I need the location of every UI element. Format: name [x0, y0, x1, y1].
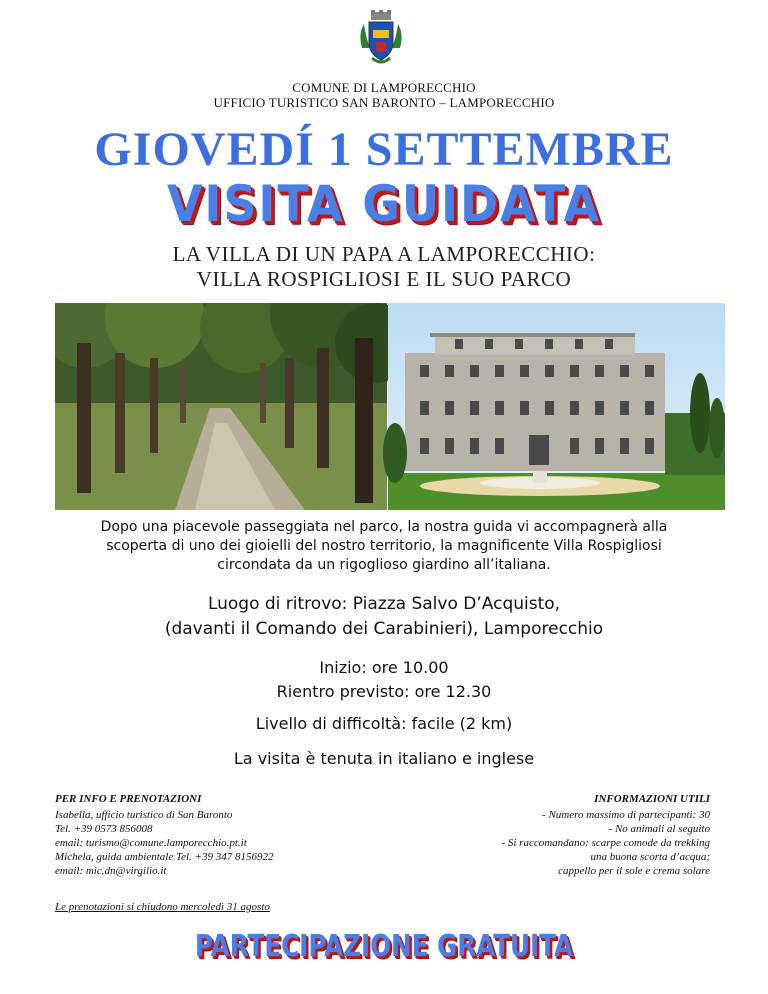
- contact-email[interactable]: email: turismo@comune.lamporecchio.pt.it: [55, 837, 247, 849]
- tour-language: La visita è tenuta in italiano e inglese: [233, 749, 535, 768]
- meeting-point: [0, 592, 768, 642]
- booking-deadline-note: Le prenotazioni si chiudono mercoledì 31 agosto: [55, 901, 270, 913]
- return-time: Rientro previsto: ore 12.30: [276, 682, 492, 701]
- free-participation-banner: PARTECIPAZIONE GRATUITA: [194, 929, 574, 964]
- event-subtitle-line2: VILLA ROSPIGLIOSI E IL SUO PARCO: [196, 267, 572, 291]
- info-line: cappello per il sole e crema solare: [558, 865, 710, 877]
- schedule: [0, 656, 768, 704]
- contact-guide: Michela, guida ambientale Tel. +39 347 8156922: [55, 851, 274, 863]
- meeting-line1: Luogo di ritrovo: Piazza Salvo D’Acquisto,: [207, 594, 561, 614]
- description-line2: scoperta di uno dei gioielli del nostro territorio, la magnificente Villa Rospigliosi: [106, 538, 662, 554]
- difficulty-level: Livello di difficoltà: facile (2 km): [255, 714, 513, 733]
- event-date-heading: GIOVEDÍ 1 SETTEMBRE: [94, 123, 674, 176]
- event-description: [0, 518, 768, 575]
- contact-guide-email[interactable]: email: mic.dn@virgilio.it: [55, 865, 167, 877]
- event-title-banner: VISITA GUIDATA: [166, 175, 601, 233]
- park-path-photo: [55, 303, 415, 510]
- start-time: Inizio: ore 10.00: [319, 658, 449, 677]
- villa-and-park-photos: [55, 303, 725, 510]
- useful-info-block: [390, 792, 710, 878]
- description-line1: Dopo una piacevole passeggiata nel parco, la nostra guida vi accompagnerà alla: [100, 519, 668, 535]
- info-line: - No animali al seguito: [608, 823, 710, 835]
- villa-rospigliosi-photo: [383, 303, 725, 510]
- description-line3: circondata da un rigoglioso giardino all’italiana.: [217, 557, 551, 573]
- organization-name: COMUNE DI LAMPORECCHIO: [292, 80, 476, 95]
- meeting-line2: (davanti il Comando dei Carabinieri), Lamporecchio: [164, 619, 604, 639]
- contacts-block: [55, 792, 415, 878]
- useful-info-heading: INFORMAZIONI UTILI: [594, 793, 710, 805]
- contact-line: Isabella, ufficio turistico di San Baronto: [55, 809, 233, 821]
- tourist-office-name: UFFICIO TURISTICO SAN BARONTO – LAMPORECCHIO: [213, 95, 555, 110]
- municipal-crest-logo: [356, 8, 406, 68]
- contact-phone[interactable]: Tel. +39 0573 856008: [55, 823, 153, 835]
- contacts-heading: PER INFO E PRENOTAZIONI: [55, 793, 202, 805]
- event-subtitle-line1: LA VILLA DI UN PAPA A LAMPORECCHIO:: [172, 242, 596, 266]
- info-line: - Si raccomandano: scarpe comode da trekking: [501, 837, 710, 849]
- info-line: una buona scorta d’acqua;: [590, 851, 710, 863]
- info-line: - Numero massimo di partecipanti: 30: [542, 809, 710, 821]
